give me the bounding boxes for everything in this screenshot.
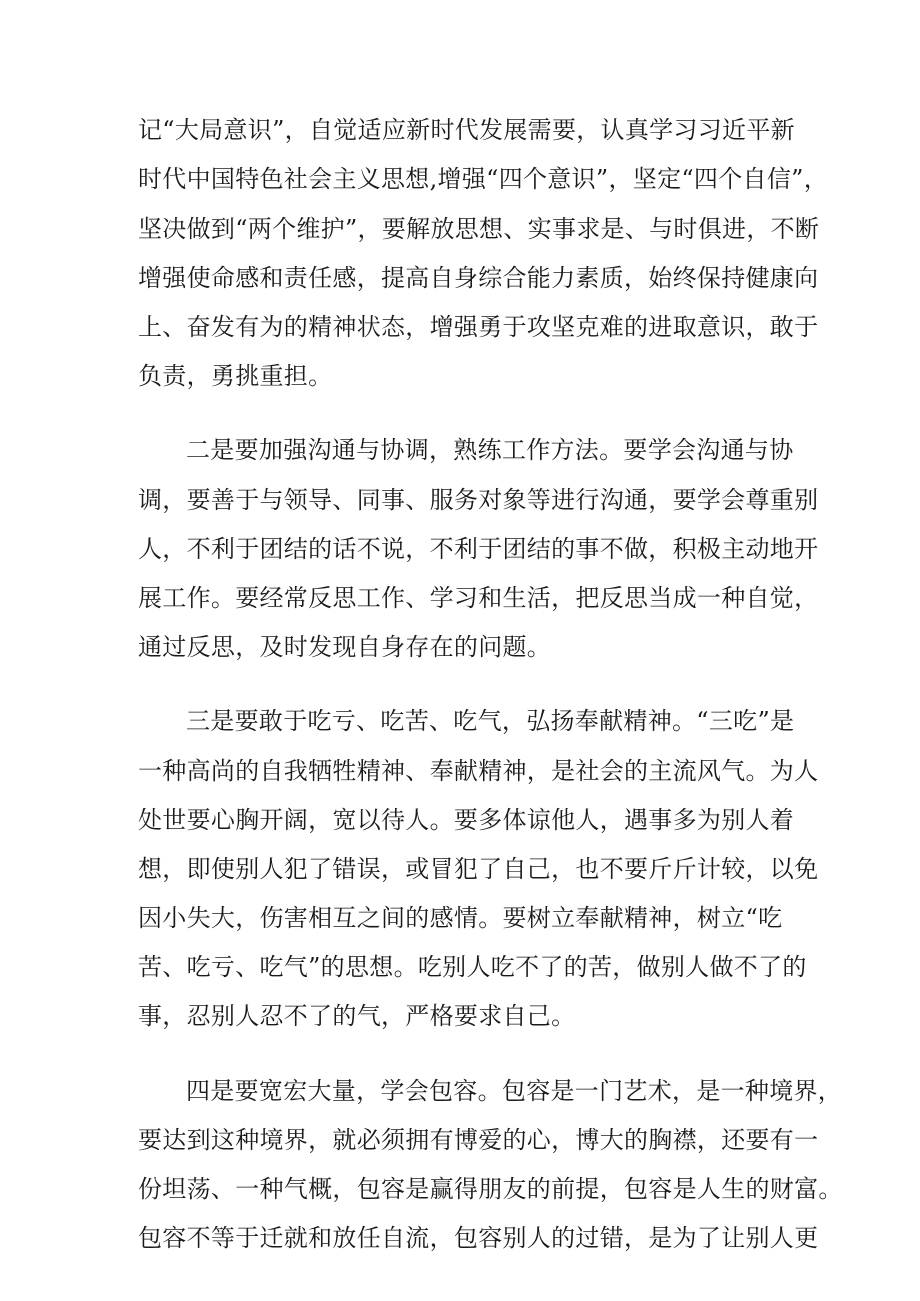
text-line: 事，忍别人忍不了的气，严格要求自己。 bbox=[138, 1002, 576, 1030]
text-line: 通过反思，及时发现自身存在的问题。 bbox=[138, 633, 552, 661]
text-line: 上、奋发有为的精神状态，增强勇于攻坚克难的进取意识，敢于 bbox=[138, 313, 819, 341]
text-line: 处世要心胸开阔，宽以待人。要多体谅他人，遇事多为别人着 bbox=[138, 806, 795, 834]
text-line: 调，要善于与领导、同事、服务对象等进行沟通，要学会尊重别 bbox=[138, 486, 819, 514]
text-line: 增强使命感和责任感，提高自身综合能力素质，始终保持健康向 bbox=[138, 264, 819, 292]
text-line: 负责，勇挑重担。 bbox=[138, 362, 333, 390]
text-line: 时代中国特色社会主义思想,增强“四个意识”，坚定“四个自信”， bbox=[138, 165, 829, 193]
text-line: 想，即使别人犯了错误，或冒犯了自己，也不要斤斤计较，以免 bbox=[138, 855, 819, 883]
text-line: 因小失大，伤害相互之间的感情。要树立奉献精神，树立“吃 bbox=[138, 904, 783, 932]
text-line: 苦、吃亏、吃气”的思想。吃别人吃不了的苦，做别人做不了的 bbox=[138, 953, 807, 981]
text-line: 包容不等于迁就和放任自流，包容别人的过错，是为了让别人更 bbox=[138, 1224, 819, 1252]
paragraph-first-line: 二是要加强沟通与协调，熟练工作方法。要学会沟通与协 bbox=[186, 436, 794, 464]
text-line: 展工作。要经常反思工作、学习和生活，把反思当成一种自觉， bbox=[138, 584, 819, 612]
paragraph-first-line: 三是要敢于吃亏、吃苦、吃气，弘扬奉献精神。“三吃”是 bbox=[186, 707, 795, 735]
text-line: 人，不利于团结的话不说，不利于团结的事不做，积极主动地开 bbox=[138, 535, 819, 563]
text-line: 一种高尚的自我牺牲精神、奉献精神，是社会的主流风气。为人 bbox=[138, 757, 819, 785]
text-line: 记“大局意识”，自觉适应新时代发展需要，认真学习习近平新 bbox=[138, 116, 795, 144]
text-line: 份坦荡、一种气概，包容是赢得朋友的前提，包容是人生的财富。 bbox=[138, 1175, 843, 1203]
text-line: 坚决做到“两个维护”，要解放思想、实事求是、与时俱进，不断 bbox=[138, 215, 820, 243]
text-line: 要达到这种境界，就必须拥有博爱的心，博大的胸襟，还要有一 bbox=[138, 1126, 819, 1154]
paragraph-first-line: 四是要宽宏大量，学会包容。包容是一门艺术，是一种境界， bbox=[186, 1077, 843, 1105]
